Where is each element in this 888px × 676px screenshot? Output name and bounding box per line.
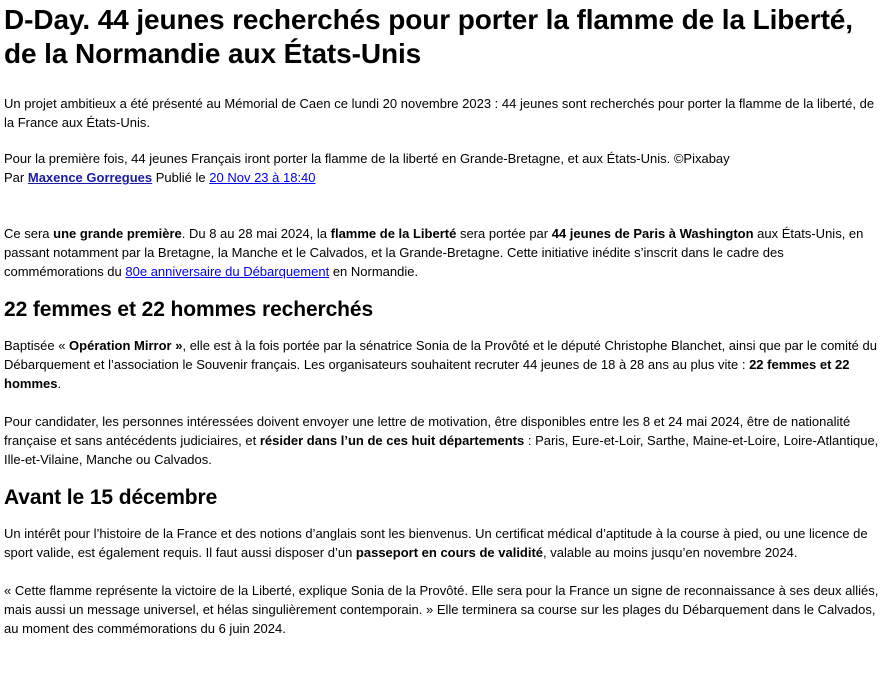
bold-text: résider dans l’un de ces huit départements bbox=[259, 433, 525, 448]
article-title: D-Day. 44 jeunes recherchés pour porter la flamme de la Liberté, de la Normandie aux États-Unis bbox=[4, 4, 853, 69]
byline bbox=[4, 168, 884, 187]
text: Pour candidater, les personnes intéressées doivent envoyer une lettre de motivation, être disponibles entre les 8 et 24 mai 2024, être de nationalité française et sans antécédents judiciaires, et bbox=[4, 414, 851, 448]
article-lede: Un projet ambitieux a été présenté au Mémorial de Caen ce lundi 20 novembre 2023 : 44 jeunes sont recherchés pour porter la flamme de la liberté, de la France aux États-Unis. bbox=[4, 96, 875, 130]
text: . bbox=[57, 376, 62, 391]
date-link[interactable]: 20 Nov 23 à 18:40 bbox=[209, 170, 316, 185]
paragraph-requirements bbox=[4, 524, 884, 562]
text: aux États-Unis, en passant notamment par la Bretagne, la Manche et le Calvados, et la Grande-Bretagne. Cette initiative inédite s’inscrit dans le cadre des commémorations du bbox=[4, 226, 864, 279]
text: , valable au moins jusqu’en novembre 2024. bbox=[543, 545, 798, 560]
paragraph-intro bbox=[4, 224, 884, 281]
paragraph-apply bbox=[4, 412, 884, 469]
bold-text: flamme de la Liberté bbox=[330, 226, 457, 241]
paragraph-quote: « Cette flamme représente la victoire de la Liberté, explique Sonia de la Provôté. Elle sera pour la France un signe de reconnaissance à ses deux alliés, mais aussi un message universel, et hélas singulièrement contemporain. » Elle terminera sa course sur les plages du Débarquement dans le Calvados, au moment des commémorations du 6 juin 2024. bbox=[4, 583, 879, 636]
text: Ce sera bbox=[4, 226, 54, 241]
text: Un intérêt pour l’histoire de la France et des notions d’anglais sont les bienvenus. Un certificat médical d’aptitude à la course à pied, ou une licence de sport valide, est également requis. Il faut aussi disposer d’un bbox=[4, 526, 868, 560]
text: sera portée par bbox=[456, 226, 552, 241]
text: en Normandie. bbox=[329, 264, 419, 279]
section-heading-recruits: 22 femmes et 22 hommes recherchés bbox=[4, 298, 374, 321]
article bbox=[0, 3, 888, 638]
text: . Du 8 au 28 mai 2024, la bbox=[181, 226, 331, 241]
text: : Paris, Eure-et-Loir, Sarthe, Maine-et-Loire, Loire-Atlantique, Ille-et-Vilaine, Manche ou Calvados. bbox=[4, 433, 879, 467]
byline-by: Par bbox=[4, 170, 25, 185]
bold-text: 44 jeunes de Paris à Washington bbox=[551, 226, 754, 241]
paragraph-operation bbox=[4, 336, 884, 393]
bold-text: Opération Mirror » bbox=[69, 338, 183, 353]
image-caption: Pour la première fois, 44 jeunes Français iront porter la flamme de la liberté en Grande-Bretagne, et aux États-Unis. ©Pixabay bbox=[4, 151, 730, 166]
author-link[interactable]: Maxence Gorregues bbox=[27, 170, 153, 185]
bold-text: une grande première bbox=[53, 226, 182, 241]
byline-published: Publié le bbox=[155, 170, 206, 185]
text: Baptisée « bbox=[4, 338, 70, 353]
section-heading-deadline: Avant le 15 décembre bbox=[4, 486, 218, 509]
anniversary-link[interactable]: 80e anniversaire du Débarquement bbox=[125, 264, 330, 279]
bold-text: 22 femmes et 22 hommes bbox=[4, 357, 850, 391]
text: , elle est à la fois portée par la sénatrice Sonia de la Provôté et le député Christophe Blanchet, ainsi que par le comité du Débarquement et l’association le Souvenir français. Les organisateurs souhaitent recruter 44 jeunes de 18 à 28 ans au plus vite : bbox=[4, 338, 877, 372]
bold-text: passeport en cours de validité bbox=[355, 545, 544, 560]
